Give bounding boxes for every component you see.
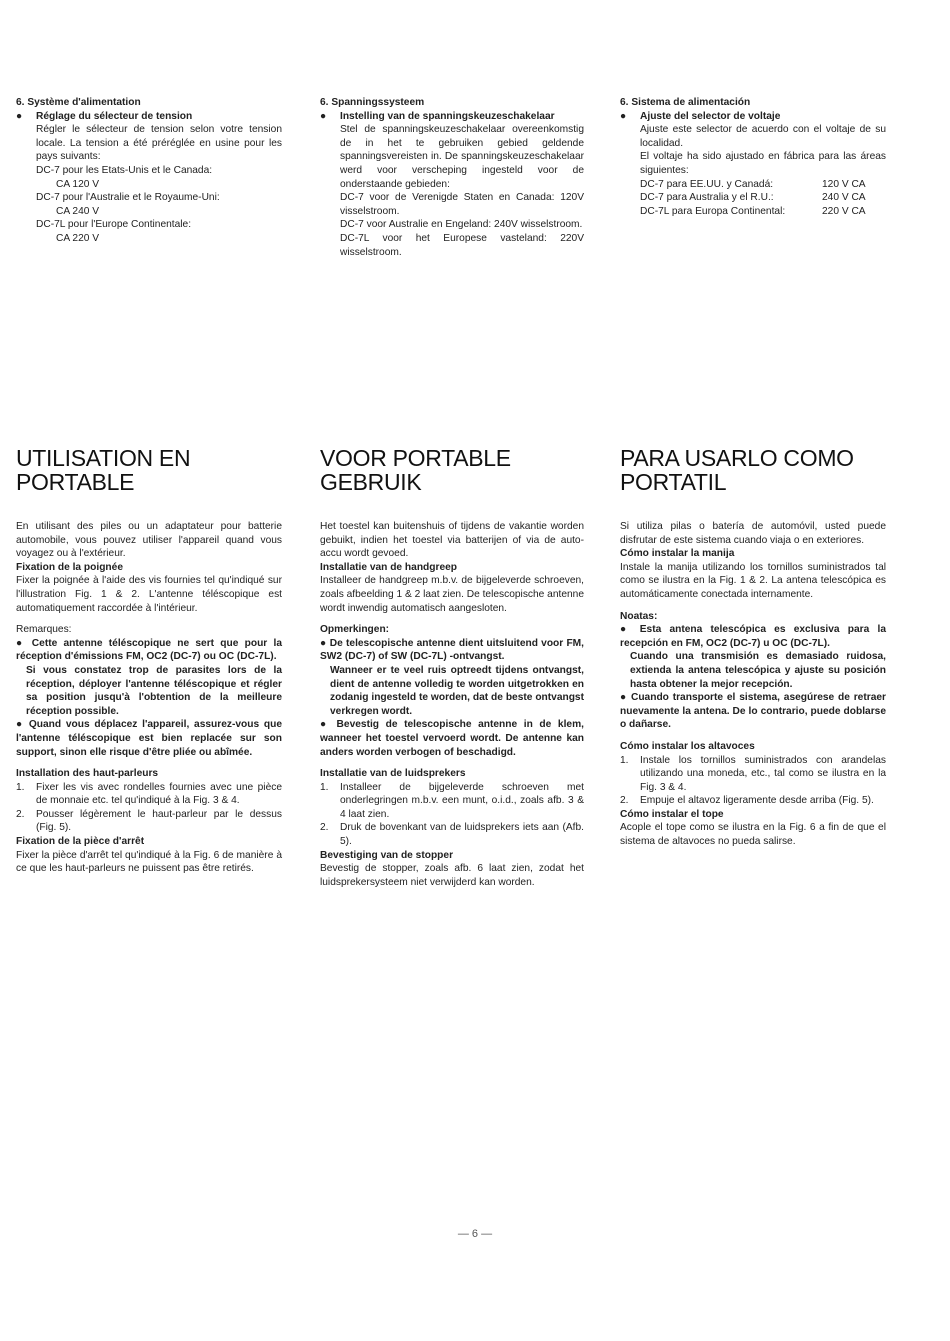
nl-note-1b: Wanneer er te veel ruis optreedt tijdens ontvangst, dient de antenne volledig te worden uitgetrokken en zodanig ingesteld te worden, dat de beste ontvangst verkregen wordt.	[330, 664, 584, 717]
es-power-text: El voltaje ha sido ajustado en fábrica para las áreas siguientes:	[640, 151, 886, 176]
bullet-icon: ●	[620, 110, 627, 122]
bullet-icon: ●	[16, 110, 23, 122]
es-speaker-heading: Cómo instalar los altavoces	[620, 740, 755, 752]
es-speaker-step: 2. Empuje el altavoz ligeramente desde arriba (Fig. 5).	[620, 795, 874, 807]
fr-power-value: CA 240 V	[56, 205, 100, 217]
nl-note-2: ● Bevestig de telescopische antenne in de klem, wanneer het toestel vervoerd wordt. De antenne kan anders worden verbogen of beschadigd.	[320, 719, 584, 758]
fr-speaker-step: 1. Fixer les vis avec rondelles fournies avec une pièce de monnaie etc. tel qu'indiqué à la Fig. 3 & 4.	[16, 781, 282, 807]
es-voltage-row: DC-7 para EE.UU. y Canadá: 120 V CA	[640, 178, 866, 190]
fr-section-title: UTILISATION EN PORTABLE	[16, 445, 191, 495]
es-note-1: ● Esta antena telescópica es exclusiva para la recepción en FM, OC2 (DC-7) u OC (DC-7L).	[620, 624, 886, 649]
fr-speaker-heading: Installation des haut-parleurs	[16, 768, 159, 780]
fr-stop-text: Fixer la pièce d'arrêt tel qu'indiqué à la Fig. 6 de manière à ce que les haut-parleurs ne puissent pas être retirés.	[16, 849, 282, 875]
fr-power-value: CA 220 V	[56, 232, 100, 244]
nl-grip-heading: Installatie van de handgreep	[320, 561, 458, 573]
nl-intro: Het toestel kan buitenshuis of tijdens de vakantie worden gebuikt, indien het toestel via batterijen of via de auto-accu wordt gevoed.	[320, 521, 584, 560]
nl-speaker-step: 2. Druk de bovenkant van de luidsprekers iets aan (Afb. 5).	[320, 822, 584, 848]
bullet-icon: ●	[620, 692, 628, 704]
es-power-text: Ajuste este selector de acuerdo con el voltaje de su localidad.	[640, 124, 886, 149]
fr-portable-section	[16, 446, 282, 876]
es-voltage-row: DC-7L para Europa Continental: 220 V CA	[640, 205, 866, 217]
fr-power-subheading: ● Réglage du sélecteur de tension	[16, 110, 193, 122]
bullet-icon: ●	[320, 637, 327, 649]
es-power-subheading: ● Ajuste del selector de voltaje	[620, 110, 781, 122]
nl-power-section	[320, 96, 584, 259]
es-grip-heading: Cómo instalar la manija	[620, 548, 735, 560]
bullet-icon: ●	[16, 719, 25, 731]
fr-notes-heading: Remarques:	[16, 624, 72, 636]
fr-note-1b: Si vous constatez trop de parasites lors de la réception, déployer l'antenne téléscopique et régler sa position jusqu'à l'obtention de la meilleure réception possible.	[26, 664, 282, 717]
nl-portable-section	[320, 446, 584, 889]
nl-power-line: DC-7L voor het Europese vasteland: 220V wisselstroom.	[340, 232, 584, 258]
es-note-2: ● Cuando transporte el sistema, asegúrese de retraer nuevamente la antena. De lo contrario, puede doblarse o dañarse.	[620, 692, 886, 731]
nl-power-subheading: ● Instelling van de spanningskeuzeschakelaar	[320, 110, 555, 122]
bullet-icon: ●	[620, 624, 632, 636]
fr-note-1: ● Cette antenne téléscopique ne sert que pour la réception d'émissions FM, OC2 (DC-7) ou OC (DC-7L).	[16, 637, 282, 663]
nl-power-text: Stel de spanningskeuzeschakelaar overeenkomstig de in het te gebruiken gebied geldende spanningsvereisten in. De spanningskeuzeschakelaar werd voor verscheping ingesteld voor de onderstaande gebieden:	[340, 124, 584, 190]
es-power-heading: 6. Sistema de alimentación	[620, 97, 751, 108]
es-notes-heading: Noatas:	[620, 610, 658, 622]
es-note-1b: Cuando una transmisión es demasiado ruidosa, extienda la antena telescópica y ajuste su posición hasta obtener la mejor recepción.	[630, 651, 886, 690]
nl-power-heading: 6. Spanningssysteem	[320, 97, 425, 108]
es-intro: Si utiliza pilas o batería de automóvil, usted puede disfrutar de este sistema cuando viaja o en exteriores.	[620, 521, 886, 546]
fr-grip-text: Fixer la poignée à l'aide des vis fournies tel qu'indiqué sur l'illustration Fig. 1 & 2. L'antenne téléscopique est automatiquement raccordée à l'intérieur.	[16, 575, 282, 614]
fr-power-line: DC-7L pour l'Europe Continentale:	[36, 219, 192, 231]
nl-power-line: DC-7 voor Australie en Engeland: 240V wisselstroom.	[340, 219, 583, 231]
fr-power-section	[16, 96, 282, 246]
fr-stop-heading: Fixation de la pièce d'arrêt	[16, 836, 145, 848]
fr-power-heading: 6. Système d'alimentation	[16, 97, 141, 108]
nl-note-1: ● De telescopische antenne dient uitsluitend voor FM, SW2 (DC-7) of SW (DC-7L) -ontvangst.	[320, 637, 584, 663]
es-stop-text: Acople el tope como se ilustra en la Fig. 6 a fin de que el sistema de altavoces no pueda salirse.	[620, 822, 886, 848]
es-speaker-step: 1. Instale los tornillos suministrados con arandelas utilizando una moneda, etc., tal como se ilustra en la Fig. 3 & 4.	[620, 754, 886, 793]
fr-grip-heading: Fixation de la poignée	[16, 561, 123, 573]
fr-power-line: DC-7 pour les Etats-Unis et le Canada:	[36, 164, 213, 176]
page-number: — 6 —	[457, 1228, 493, 1240]
fr-speaker-step: 2. Pousser légèrement le haut-parleur par le dessus (Fig. 5).	[16, 808, 282, 834]
nl-grip-text: Installeer de handgreep m.b.v. de bijgeleverde schroeven, zoals afbeelding 1 & 2 laat zien. De telescopische antenne wordt inwendig automatisch aangesloten.	[320, 575, 584, 614]
fr-intro: En utilisant des piles ou un adaptateur pour batterie automobile, vous pouvez utiliser l'appareil quand vous voyagez ou à l'extérieur.	[16, 521, 282, 560]
nl-stop-text: Bevestig de stopper, zoals afb. 6 laat zien, zodat het luidsprekersysteem niet verwijderd kan worden.	[320, 863, 584, 888]
fr-power-text: Régler le sélecteur de tension selon votre tension locale. La tension a été préréglée en usine pour les pays suivants:	[36, 124, 282, 163]
nl-notes-heading: Opmerkingen:	[320, 624, 390, 636]
es-section-title: PARA USARLO COMO PORTATIL	[620, 445, 854, 495]
bullet-icon: ●	[320, 110, 327, 122]
nl-section-title: VOOR PORTABLE GEBRUIK	[320, 445, 511, 495]
nl-stop-heading: Bevestiging van de stopper	[320, 849, 454, 861]
es-portable-section	[620, 446, 886, 849]
es-power-section	[620, 96, 886, 218]
nl-speaker-heading: Installatie van de luidsprekers	[320, 768, 466, 780]
bullet-icon: ●	[16, 637, 26, 649]
bullet-icon: ●	[320, 719, 330, 731]
es-grip-text: Instale la manija utilizando los tornillos suministrados tal como se ilustra en la Fig. 1 & 2. La antena telescópica es automáticamente conectada internamente.	[620, 561, 886, 600]
fr-power-value: CA 120 V	[56, 178, 100, 190]
nl-power-line: DC-7 voor de Verenigde Staten en Canada: 120V visselstroom.	[340, 192, 584, 217]
nl-speaker-step: 1. Installeer de bijgeleverde schroeven met onderlegringen m.b.v. een munt, o.i.d., zoals afb. 3 & 4 laat zien.	[320, 781, 584, 820]
es-voltage-row: DC-7 para Australia y el R.U.: 240 V CA	[640, 192, 866, 204]
fr-note-2: ● Quand vous déplacez l'appareil, assurez-vous que l'antenne téléscopique est bien replacée sur son support, sinon elle risque d'être pliée ou abîmée.	[16, 719, 282, 758]
es-stop-heading: Cómo instalar el tope	[620, 808, 724, 820]
fr-power-line: DC-7 pour l'Australie et le Royaume-Uni:	[36, 192, 220, 204]
